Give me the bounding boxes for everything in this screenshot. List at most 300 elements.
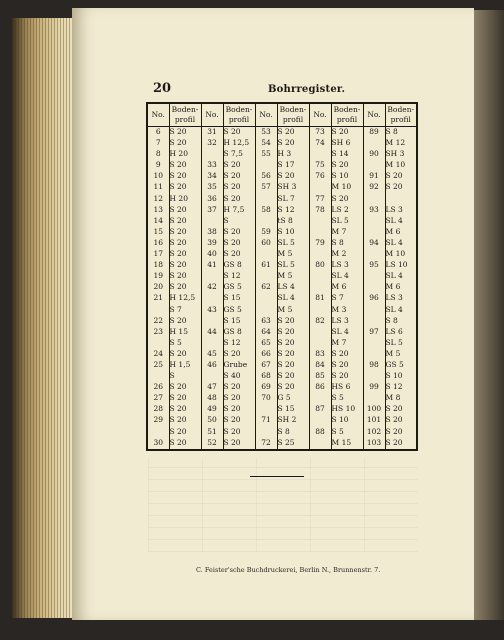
cell-bodenprofil: LS 3 (331, 316, 363, 327)
cell-bodenprofil: H 1,5 (169, 360, 201, 371)
cell-bodenprofil: S 20 (385, 182, 417, 193)
cell-bodenprofil: S 8 (331, 238, 363, 249)
cell-no: 49 (201, 404, 223, 415)
cell-bodenprofil: S 20 (277, 382, 309, 393)
cell-bodenprofil: S 20 (169, 249, 201, 260)
cell-no: 42 (201, 282, 223, 293)
cell-bodenprofil: S 20 (277, 360, 309, 371)
table-row (147, 271, 417, 282)
cell-bodenprofil: S 20 (277, 316, 309, 327)
cell-no: 32 (201, 138, 223, 149)
cell-no (309, 249, 331, 260)
cell-no (147, 338, 169, 349)
cell-no: 33 (201, 160, 223, 171)
cell-bodenprofil: LS 3 (331, 260, 363, 271)
cell-no: 24 (147, 349, 169, 360)
cell-no (363, 305, 385, 316)
cell-no: 86 (309, 382, 331, 393)
cell-bodenprofil: S 20 (331, 360, 363, 371)
cell-no: 53 (255, 127, 277, 139)
cell-bodenprofil: SH 2 (277, 415, 309, 426)
cell-bodenprofil: GS 8 (223, 327, 255, 338)
cell-no (309, 216, 331, 227)
table-row (147, 404, 417, 415)
cell-bodenprofil: S 20 (169, 160, 201, 171)
cell-no: 8 (147, 149, 169, 160)
cell-bodenprofil: M 5 (385, 349, 417, 360)
cell-bodenprofil: S 7,5 (223, 149, 255, 160)
cell-no: 73 (309, 127, 331, 139)
cell-no (309, 415, 331, 426)
cell-bodenprofil: S 20 (277, 371, 309, 382)
cell-no (309, 271, 331, 282)
cell-bodenprofil: S 20 (169, 238, 201, 249)
table-row (147, 415, 417, 426)
cell-bodenprofil: M 10 (385, 249, 417, 260)
header-no: No. (147, 103, 169, 127)
cell-bodenprofil: S (223, 216, 255, 227)
cell-bodenprofil: S 20 (223, 194, 255, 205)
cell-bodenprofil: S 20 (385, 171, 417, 182)
cell-no: 79 (309, 238, 331, 249)
cell-bodenprofil: S 12 (385, 382, 417, 393)
cell-bodenprofil: S 20 (169, 227, 201, 238)
cell-bodenprofil: S 20 (169, 404, 201, 415)
cell-bodenprofil: S 14 (331, 149, 363, 160)
cell-bodenprofil: S 20 (277, 127, 309, 139)
cell-no: 26 (147, 382, 169, 393)
cell-no: 78 (309, 205, 331, 216)
cell-bodenprofil: M 7 (331, 338, 363, 349)
cell-bodenprofil: S 12 (223, 271, 255, 282)
table-row (147, 293, 417, 304)
cell-bodenprofil: HS 10 (331, 404, 363, 415)
printer-imprint: C. Feister'sche Buchdruckerei, Berlin N., Brunnenstr. 7. (196, 566, 381, 574)
cell-bodenprofil: LS 6 (385, 327, 417, 338)
table-row (147, 238, 417, 249)
cell-bodenprofil: LS 10 (385, 260, 417, 271)
page-edge (474, 10, 504, 620)
table-row (147, 160, 417, 171)
table-row (147, 327, 417, 338)
cell-bodenprofil: GS 8 (223, 260, 255, 271)
cell-bodenprofil: S 20 (331, 371, 363, 382)
cell-no (309, 393, 331, 404)
cell-bodenprofil: S 8 (277, 427, 309, 438)
cell-bodenprofil: H 12,5 (223, 138, 255, 149)
cell-no: 13 (147, 205, 169, 216)
cell-no (363, 249, 385, 260)
cell-bodenprofil: SH 3 (277, 182, 309, 193)
cell-bodenprofil: S 12 (277, 205, 309, 216)
cell-bodenprofil: M 5 (277, 271, 309, 282)
cell-no (309, 149, 331, 160)
header-no: No. (201, 103, 223, 127)
cell-bodenprofil: HS 6 (331, 382, 363, 393)
cell-bodenprofil: S 12 (223, 338, 255, 349)
cell-bodenprofil: Grube (223, 360, 255, 371)
cell-bodenprofil: S 20 (169, 127, 201, 139)
table-row (147, 305, 417, 316)
cell-bodenprofil: GS 5 (223, 305, 255, 316)
cell-no: 67 (255, 360, 277, 371)
cell-no: 34 (201, 171, 223, 182)
cell-bodenprofil: M 6 (385, 282, 417, 293)
cell-no (255, 194, 277, 205)
table-row (147, 427, 417, 438)
cell-no: 36 (201, 194, 223, 205)
cell-bodenprofil: S 20 (277, 349, 309, 360)
cell-bodenprofil: S 20 (223, 415, 255, 426)
cell-no: 84 (309, 360, 331, 371)
table-row (147, 194, 417, 205)
cell-bodenprofil: S 5 (169, 338, 201, 349)
cell-no: 55 (255, 149, 277, 160)
cell-no: 35 (201, 182, 223, 193)
cell-no: 77 (309, 194, 331, 205)
cell-no: 69 (255, 382, 277, 393)
cell-bodenprofil: LS 3 (385, 205, 417, 216)
cell-no (147, 427, 169, 438)
cell-no: 92 (363, 182, 385, 193)
cell-bodenprofil: S 15 (223, 316, 255, 327)
table-row (147, 382, 417, 393)
cell-bodenprofil: S 20 (223, 127, 255, 139)
cell-no: 98 (363, 360, 385, 371)
cell-no: 12 (147, 194, 169, 205)
cell-no: 94 (363, 238, 385, 249)
cell-no (363, 393, 385, 404)
cell-no: 80 (309, 260, 331, 271)
cell-no (201, 216, 223, 227)
cell-bodenprofil: G 5 (277, 393, 309, 404)
table-row (147, 138, 417, 149)
cell-bodenprofil: M 6 (331, 282, 363, 293)
cell-no: 72 (255, 438, 277, 450)
cell-no: 102 (363, 427, 385, 438)
table-body (147, 127, 417, 451)
cell-bodenprofil: LS 3 (385, 293, 417, 304)
cell-no (255, 249, 277, 260)
cell-bodenprofil: S 20 (223, 427, 255, 438)
cell-no (201, 371, 223, 382)
table-row (147, 316, 417, 327)
cell-no: 21 (147, 293, 169, 304)
cell-no (309, 182, 331, 193)
cell-bodenprofil: S 20 (223, 438, 255, 450)
cell-bodenprofil: S 17 (277, 160, 309, 171)
cell-bodenprofil: S 20 (277, 138, 309, 149)
cell-no: 48 (201, 393, 223, 404)
cell-bodenprofil: S 20 (169, 216, 201, 227)
cell-bodenprofil: S 5 (331, 427, 363, 438)
cell-no (363, 138, 385, 149)
cell-no: 25 (147, 360, 169, 371)
cell-no: 51 (201, 427, 223, 438)
cell-bodenprofil: SL 5 (331, 216, 363, 227)
cell-no: 11 (147, 182, 169, 193)
cell-bodenprofil: S 20 (223, 349, 255, 360)
table-row (147, 360, 417, 371)
cell-no: 19 (147, 271, 169, 282)
cell-no: 101 (363, 415, 385, 426)
cell-no: 85 (309, 371, 331, 382)
cell-no: 30 (147, 438, 169, 450)
cell-bodenprofil: S 20 (223, 227, 255, 238)
cell-no (255, 305, 277, 316)
cell-bodenprofil: S 20 (169, 393, 201, 404)
cell-no (201, 316, 223, 327)
table-row (147, 438, 417, 450)
cell-no (363, 349, 385, 360)
cell-no: 65 (255, 338, 277, 349)
cell-no (363, 316, 385, 327)
header-bodenprofil: Boden- profil (169, 103, 201, 127)
table-row (147, 171, 417, 182)
cell-bodenprofil: M 10 (331, 182, 363, 193)
cell-no: 10 (147, 171, 169, 182)
cell-bodenprofil: S 20 (169, 382, 201, 393)
cell-no: 50 (201, 415, 223, 426)
cell-no (201, 149, 223, 160)
table-row (147, 260, 417, 271)
cell-bodenprofil: SL 4 (385, 271, 417, 282)
table-row (147, 227, 417, 238)
cell-bodenprofil: S 20 (169, 171, 201, 182)
cell-no (363, 338, 385, 349)
cell-bodenprofil: M 15 (331, 438, 363, 450)
cell-no: 68 (255, 371, 277, 382)
table-row (147, 216, 417, 227)
cell-no: 74 (309, 138, 331, 149)
table-row (147, 371, 417, 382)
cell-bodenprofil: SL 5 (277, 238, 309, 249)
table-row (147, 149, 417, 160)
cell-bodenprofil: M 5 (277, 305, 309, 316)
cell-no: 16 (147, 238, 169, 249)
cell-no: 70 (255, 393, 277, 404)
cell-no (363, 194, 385, 205)
cell-bodenprofil: S 20 (223, 382, 255, 393)
cell-bodenprofil: S 20 (169, 415, 201, 426)
cell-no (309, 227, 331, 238)
cell-no: 15 (147, 227, 169, 238)
header-no: No. (309, 103, 331, 127)
cell-no (255, 216, 277, 227)
cell-no: 44 (201, 327, 223, 338)
cell-no: 83 (309, 349, 331, 360)
cell-no: 63 (255, 316, 277, 327)
table-header-row (147, 103, 417, 127)
cell-no: 90 (363, 149, 385, 160)
cell-bodenprofil: S 20 (223, 393, 255, 404)
cell-no: 96 (363, 293, 385, 304)
cell-no (363, 282, 385, 293)
cell-bodenprofil: S 15 (277, 404, 309, 415)
cell-bodenprofil: S 20 (331, 194, 363, 205)
cell-no (147, 305, 169, 316)
cell-bodenprofil: SL 5 (385, 338, 417, 349)
page-title: Bohrregister. (268, 84, 346, 95)
cell-no: 89 (363, 127, 385, 139)
cell-no: 91 (363, 171, 385, 182)
cell-bodenprofil: H 15 (169, 327, 201, 338)
cell-no: 37 (201, 205, 223, 216)
bohrregister-table (146, 102, 418, 451)
cell-bodenprofil: M 5 (277, 249, 309, 260)
cell-no: 64 (255, 327, 277, 338)
cell-bodenprofil: SL 4 (385, 305, 417, 316)
cell-bodenprofil: LS 4 (277, 282, 309, 293)
cell-no (147, 371, 169, 382)
cell-no: 82 (309, 316, 331, 327)
cell-bodenprofil: S 20 (169, 438, 201, 450)
cell-no: 28 (147, 404, 169, 415)
cell-no: 60 (255, 238, 277, 249)
cell-bodenprofil: H 20 (169, 149, 201, 160)
cell-no: 87 (309, 404, 331, 415)
cell-bodenprofil: S 20 (169, 316, 201, 327)
cell-no (255, 271, 277, 282)
cell-no (201, 293, 223, 304)
cell-bodenprofil: SL 7 (277, 194, 309, 205)
cell-bodenprofil: S 7 (169, 305, 201, 316)
cell-bodenprofil: S 20 (223, 171, 255, 182)
header-bodenprofil: Boden- profil (385, 103, 417, 127)
cell-bodenprofil: SL 4 (331, 271, 363, 282)
cell-bodenprofil: S 10 (385, 371, 417, 382)
cell-no: 22 (147, 316, 169, 327)
cell-no (309, 282, 331, 293)
cell-no: 52 (201, 438, 223, 450)
cell-bodenprofil: S 20 (169, 427, 201, 438)
header-no: No. (255, 103, 277, 127)
cell-no: 66 (255, 349, 277, 360)
cell-no: 29 (147, 415, 169, 426)
cell-bodenprofil: H 7,5 (223, 205, 255, 216)
cell-no: 58 (255, 205, 277, 216)
cell-bodenprofil: S 20 (331, 127, 363, 139)
cell-bodenprofil: S 20 (223, 404, 255, 415)
cell-bodenprofil: S 20 (169, 349, 201, 360)
cell-no: 17 (147, 249, 169, 260)
cell-no (309, 438, 331, 450)
cell-bodenprofil (385, 194, 417, 205)
cell-bodenprofil: S (169, 371, 201, 382)
cell-no: 62 (255, 282, 277, 293)
cell-no: 61 (255, 260, 277, 271)
cell-no (255, 404, 277, 415)
cell-bodenprofil: S 20 (385, 404, 417, 415)
cell-no: 7 (147, 138, 169, 149)
cell-bodenprofil: S 15 (223, 293, 255, 304)
cell-no: 27 (147, 393, 169, 404)
cell-bodenprofil: S 7 (331, 293, 363, 304)
cell-bodenprofil: GS 5 (385, 360, 417, 371)
cell-bodenprofil: M 6 (385, 227, 417, 238)
cell-bodenprofil: M 8 (385, 393, 417, 404)
cell-no: 54 (255, 138, 277, 149)
table-row (147, 282, 417, 293)
cell-bodenprofil: S 10 (277, 227, 309, 238)
cell-bodenprofil: S 10 (331, 171, 363, 182)
cell-bodenprofil: S 20 (169, 271, 201, 282)
cell-bodenprofil: S 20 (277, 338, 309, 349)
cell-no (255, 160, 277, 171)
cell-bodenprofil: S 20 (385, 427, 417, 438)
cell-no: 75 (309, 160, 331, 171)
cell-bodenprofil: S 20 (385, 415, 417, 426)
cell-bodenprofil: GS 5 (223, 282, 255, 293)
cell-bodenprofil: SL 4 (331, 327, 363, 338)
header-bodenprofil: Boden- profil (277, 103, 309, 127)
cell-no (201, 338, 223, 349)
cell-bodenprofil: S 8 (385, 316, 417, 327)
end-rule (250, 476, 304, 477)
table-row (147, 205, 417, 216)
cell-no (363, 216, 385, 227)
cell-no: 56 (255, 171, 277, 182)
cell-bodenprofil: S 25 (277, 438, 309, 450)
cell-bodenprofil: M 3 (331, 305, 363, 316)
cell-no: 81 (309, 293, 331, 304)
cell-no: 45 (201, 349, 223, 360)
cell-bodenprofil: SL 5 (277, 260, 309, 271)
cell-no: 95 (363, 260, 385, 271)
table-row (147, 338, 417, 349)
table-row (147, 393, 417, 404)
cell-no: 41 (201, 260, 223, 271)
cell-bodenprofil: S 20 (223, 182, 255, 193)
cell-no: 99 (363, 382, 385, 393)
cell-bodenprofil: S 8 (385, 127, 417, 139)
cell-no: 43 (201, 305, 223, 316)
cell-bodenprofil: S 20 (223, 249, 255, 260)
cell-bodenprofil: S 20 (169, 282, 201, 293)
cell-no: 47 (201, 382, 223, 393)
cell-no (309, 305, 331, 316)
cell-bodenprofil: SH 6 (331, 138, 363, 149)
cell-bodenprofil: M 7 (331, 227, 363, 238)
cell-bodenprofil: M 2 (331, 249, 363, 260)
cell-bodenprofil: S 20 (277, 327, 309, 338)
cell-bodenprofil: S 40 (223, 371, 255, 382)
cell-no: 40 (201, 249, 223, 260)
cell-bodenprofil: S 20 (277, 171, 309, 182)
cell-bodenprofil: S 20 (169, 260, 201, 271)
cell-no: 9 (147, 160, 169, 171)
cell-no: 59 (255, 227, 277, 238)
cell-no (363, 227, 385, 238)
cell-no: 103 (363, 438, 385, 450)
table-row (147, 249, 417, 260)
cell-no: 46 (201, 360, 223, 371)
cell-bodenprofil: LS 2 (331, 205, 363, 216)
table-row (147, 182, 417, 193)
cell-bodenprofil: S 10 (331, 415, 363, 426)
cell-no: 31 (201, 127, 223, 139)
cell-no (255, 293, 277, 304)
table-row (147, 127, 417, 139)
cell-no: 57 (255, 182, 277, 193)
cell-bodenprofil: S 5 (331, 393, 363, 404)
cell-bodenprofil: S 20 (223, 160, 255, 171)
cell-bodenprofil: SL 4 (385, 216, 417, 227)
table-row (147, 349, 417, 360)
cell-no (363, 371, 385, 382)
cell-no: 100 (363, 404, 385, 415)
cell-bodenprofil: S 20 (331, 349, 363, 360)
